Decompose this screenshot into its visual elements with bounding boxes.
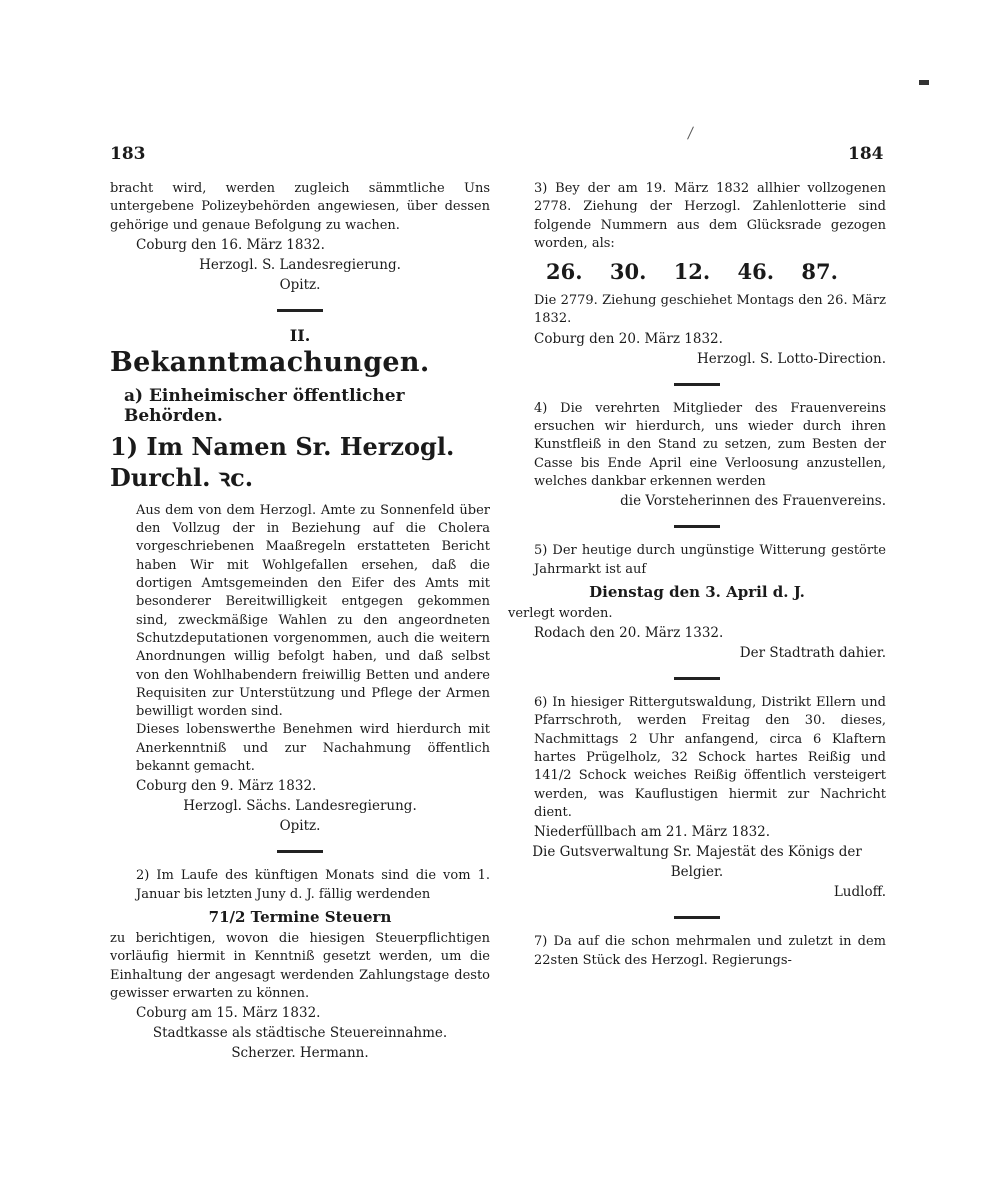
notice-authority: Herzogl. S. Landesregierung. — [199, 256, 401, 273]
notice-2-body: 2) Im Laufe des künftigen Monats sind die vom 1. Januar bis letzten Juny d. J. fällig werdenden — [136, 868, 490, 902]
intro-paragraph: bracht wird, werden zugleich sämmtliche Uns untergebene Polizeybehörden angewiesen, über dessen gehörige und genaue Befolgung zu wachen. — [110, 181, 490, 233]
notice-3-next-draw: Die 2779. Ziehung geschiehet Montags den 26. März 1832. — [534, 293, 886, 327]
notice-1-date: Coburg den 9. März 1832. — [136, 778, 317, 795]
separator-rule — [674, 916, 720, 919]
lottery-numbers: 26. 30. 12. 46. 87. — [546, 259, 838, 285]
notice-3-authority: Herzogl. S. Lotto-Direction. — [697, 350, 886, 367]
notice-heading: 1) Im Namen Sr. Herzogl. Durchl. ꝛc. — [110, 431, 455, 492]
page-number-right: 184 — [848, 144, 884, 164]
notice-5-body: 5) Der heutige durch ungünstige Witterung gestörte Jahrmarkt ist auf — [534, 543, 886, 577]
notice-1-body-2: Dieses lobenswerthe Benehmen wird hierdurch mit Anerkenntniß und zur Nachahmung öffentlich bekannt gemacht. — [136, 722, 490, 775]
notice-6-authority: Die Gutsverwaltung Sr. Majestät des Königs der Belgier. — [532, 844, 862, 881]
separator-rule — [674, 525, 720, 528]
notice-signature: Opitz. — [279, 276, 321, 293]
notice-4-signature: die Vorsteherinnen des Frauenvereins. — [620, 493, 886, 510]
notice-5-authority: Der Stadtrath dahier. — [739, 645, 886, 662]
notice-2-signature: Scherzer. Hermann. — [231, 1045, 369, 1062]
notice-6-signature: Ludloff. — [833, 884, 886, 901]
notice-2-authority: Stadtkasse als städtische Steuereinnahme. — [152, 1025, 448, 1042]
right-column — [508, 180, 886, 970]
notice-2-emphasis: 71/2 Termine Steuern — [208, 907, 392, 926]
notice-date: Coburg den 16. März 1832. — [136, 236, 325, 253]
section-title: Bekanntmachungen. — [110, 346, 430, 378]
page-number-left: 183 — [110, 144, 146, 164]
margin-mark — [919, 80, 929, 85]
notice-5-date: Rodach den 20. März 1332. — [534, 625, 724, 642]
pen-tick-mark — [687, 126, 694, 139]
notice-7-body: 7) Da auf die schon mehrmalen und zuletzt in dem 22sten Stück des Herzogl. Regierungs- — [534, 934, 886, 968]
notice-4-body: 4) Die verehrten Mitglieder des Frauenvereins ersuchen wir hierdurch, uns wieder durch ihren Kunstfleiß in den Stand zu setzen, zum Besten der Casse bis Ende April eine Verloosung anzustellen, welches dankbar erkennen werden — [534, 400, 886, 489]
separator-rule — [674, 383, 720, 386]
left-column — [110, 180, 490, 1063]
separator-rule — [277, 850, 323, 853]
notice-5-body-2: verlegt worden. — [508, 605, 613, 621]
notice-1-signature: Opitz. — [279, 818, 321, 835]
notice-2-date: Coburg am 15. März 1832. — [136, 1005, 321, 1022]
notice-3-body: 3) Bey der am 19. März 1832 allhier vollzogenen 2778. Ziehung der Herzogl. Zahlenlotterie sind folgende Nummern aus dem Glücksrade gezogen worden, als: — [534, 181, 886, 251]
separator-rule — [674, 677, 720, 680]
notice-1-authority: Herzogl. Sächs. Landesregierung. — [183, 798, 417, 815]
subsection-title: a) Einheimischer öffentlicher Behörden. — [124, 385, 405, 426]
notice-6-body: 6) In hiesiger Rittergutswaldung, Distrikt Ellern und Pfarrschroth, werden Freitag den 30. dieses, Nachmittags 2 Uhr anfangend, circa 6 Klaftern hartes Prügelholz, 32 Schock hartes Reißig und 141/2 Schock weiches Reißig öffentlich versteigert werden, was Kauflustigen hiermit zur Nachricht dient. — [534, 695, 886, 820]
notice-5-emphasis: Dienstag den 3. April d. J. — [589, 582, 805, 601]
notice-6-date: Niederfüllbach am 21. März 1832. — [534, 824, 771, 841]
notice-1-body: Aus dem von dem Herzogl. Amte zu Sonnenfeld über den Vollzug der in Beziehung auf die Cholera vorgeschriebenen Maaßregeln erstatteten Bericht haben Wir mit Wohlgefallen ersehen, daß die dortigen Amtsgemeinden den Eifer des Amts mit besonderer Bereitwilligkeit entgegen gekommen sind, zweckmäßige Wahlen zu den angeordneten Schutzdeputationen vorgenommen, auch die weitern Anordnungen willig befolgt haben, und daß selbst von den Wohlhabendern freiwillig Betten und andere Requisiten zur Unterstützung und Pflege der Armen bewilligt worden sind. — [136, 502, 490, 720]
section-number: II. — [289, 325, 311, 345]
notice-2-body-2: zu berichtigen, wovon die hiesigen Steuerpflichtigen vorläufig hiermit in Kenntniß gesetzt werden, um die Einhaltung der angesagt werdenden Zahlungstage desto gewisser erwarten zu können. — [110, 930, 490, 1001]
notice-3-date: Coburg den 20. März 1832. — [534, 330, 723, 347]
separator-rule — [277, 309, 323, 312]
